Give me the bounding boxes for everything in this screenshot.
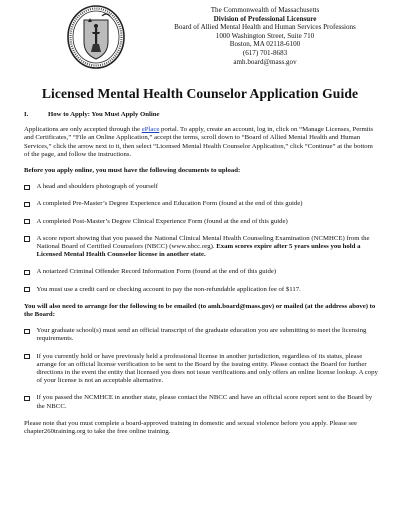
closing-paragraph: Please note that you must complete a board-approved training in domestic and sexual violence before you apply. Please see chapter260training.org to take the free online training. (24, 419, 358, 436)
list-item-text: You must use a credit card or checking account to pay the non-refundable application fee of $117. (36, 285, 301, 293)
checkbox-icon (24, 329, 30, 335)
checkbox-icon (24, 185, 30, 191)
letterhead-division: Division of Professional Licensure (213, 14, 317, 23)
eplace-link[interactable]: ePlace (141, 126, 160, 134)
intro-text-start: Applications are only accepted through the (24, 126, 142, 134)
documents-heading: Before you apply online, you must have the following documents to upload: (24, 167, 241, 175)
list-item-text: A head and shoulders photograph of yourself (36, 183, 158, 191)
list-item (24, 235, 380, 260)
commonwealth-seal-icon (66, 4, 126, 70)
letterhead-board: Board of Allied Mental Health and Human Services Professions (174, 23, 356, 32)
intro-text-rest: portal. To apply, create an account, log in, click on “Manage Licenses, Permits and Certificates,” “File an Online Application,” accept the terms, scroll down to “Board of Allied Mental Health and Human Services,” click the arrow next to it, then select “Licensed Mental Health Counselor Application,” click “Continue” at the bottom of the page, and follow the instructions. (24, 126, 374, 158)
list-item-text: If you passed the NCMHCE in another state, please contact the NBCC and have an official score report sent to the Board by the NBCC. (36, 394, 373, 410)
checkbox-icon (24, 396, 30, 402)
list-item-text (37, 235, 381, 260)
list-item (24, 183, 380, 191)
checkbox-icon (24, 219, 30, 225)
letterhead-phone: (617) 701-8683 (242, 48, 288, 57)
letterhead (150, 6, 380, 66)
mail-heading: You will also need to arrange for the following to be emailed (to amh.board@mass.gov) or mailed (at the address above) to the Board: (24, 302, 376, 319)
list-item (24, 218, 380, 226)
letterhead-city: Boston, MA 02118-6100 (229, 40, 301, 49)
section-heading (24, 111, 380, 119)
list-item (24, 353, 380, 386)
list-item-text: A notarized Criminal Offender Record Information Form (found at the end of this guide) (36, 268, 277, 276)
list-item (24, 394, 380, 410)
score-report-text: A score report showing that you passed the National Clinical Mental Health Counseling Examination (NCMHCE) from the National Board of Certified Counselors (NBCC) (www.nbcc.org). (36, 234, 370, 251)
list-item (24, 286, 380, 294)
document-body (24, 111, 380, 444)
section-number: I. (24, 111, 29, 118)
letterhead-commonwealth: The Commonwealth of Massachusetts (210, 6, 320, 14)
page-title: Licensed Mental Health Counselor Application Guide (41, 86, 359, 101)
list-item (24, 200, 380, 208)
intro-paragraph (24, 126, 380, 159)
list-item-text: Your graduate school(s) must send an official transcript of the graduate education you are submitting to meet the licensing requirements. (36, 327, 367, 343)
list-item (24, 268, 380, 276)
checkbox-icon (24, 202, 30, 208)
checkbox-icon (24, 287, 30, 293)
letterhead-email: amh.board@mass.gov (233, 57, 297, 66)
list-item-text: A completed Pre-Master’s Degree Experience and Education Form (found at the end of this guide) (36, 200, 303, 208)
score-expiry-note: Exam scores expire after 5 years unless you hold a Licensed Mental Health Counselor license in another state. (36, 243, 361, 259)
checkbox-icon (24, 236, 30, 242)
checkbox-icon (24, 354, 30, 360)
checkbox-icon (24, 270, 30, 276)
list-item-text: A completed Post-Master’s Degree Clinical Experience Form (found at the end of this guide) (36, 217, 288, 225)
section-title: How to Apply: You Must Apply Online (48, 111, 160, 118)
list-item (24, 327, 380, 343)
list-item-text: If you currently hold or have previously held a professional license in another jurisdiction, regardless of its status, please arrange for an official license verification to be sent to the Board by the issuing entity. Please contact the Board for further directions in the event the entity that licensed you does not issue verifications and only offers an online license lookup. A copy of your license is not an acceptable alternative. (36, 352, 378, 385)
letterhead-street: 1000 Washington Street, Suite 710 (215, 31, 315, 40)
